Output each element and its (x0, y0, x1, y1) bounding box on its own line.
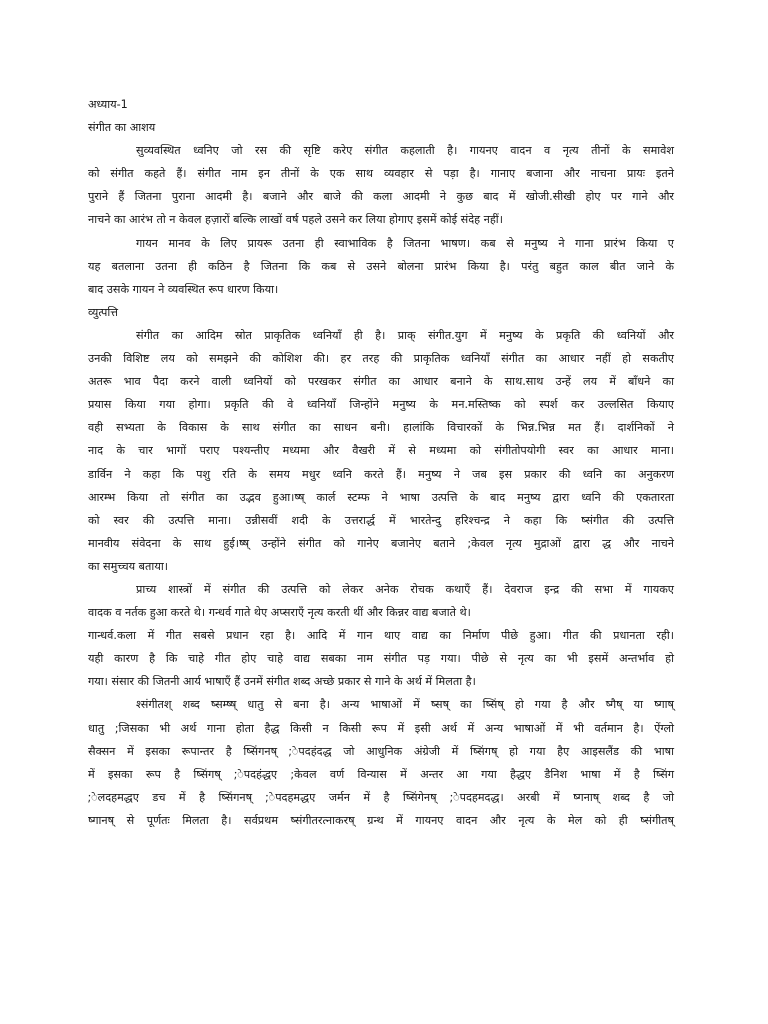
paragraph-block-intro (88, 139, 674, 301)
text-line: गायन मानव के लिए प्रायरू उतना ही स्वाभाविक है जितना भाषण। कब से मनुष्य ने गाना प्रारंभ किया ए (136, 236, 674, 250)
text-line: पुराने हैं जितना पुराना आदमी है। बजाने और बाजे की कला आदमी ने कुछ बाद में खोजी.सीखी होए पर गाने और (88, 190, 674, 204)
text-line: प्रयास किया गया होगा। प्रकृति की वे ध्वनियाँ जिन्होंने मनुष्य के मन.मस्तिष्क को स्पर्श कर उल्लसित कियाए (88, 398, 674, 412)
text-line: श्संगीतश् शब्द ष्सम्ष्ष् धातु से बना है। अन्य भाषाओं में ष्सष् का ष्सिंष् हो गया है और ष्गैष् या ष्गाष् (136, 698, 674, 712)
text-line: नाद के चार भागों पराए पश्यन्तीए मध्यमा और वैखरी में से मध्यमा को संगीतोपयोगी स्वर का आधार माना। (88, 444, 674, 458)
text-line: धातु ;जिसका भी अर्थ गाना होता हैद्ध किसी न किसी रूप में इसी अर्थ में अन्य भाषाओं में भी वर्तमान है। ऐंग्लो (88, 721, 674, 735)
text-line: गान्धर्व.कला में गीत सबसे प्रधान रहा है। आदि में गान थाए वाद्य का निर्माण पीछे हुआ। गीत की प्रधानता रही। (88, 629, 674, 643)
text-line: को स्वर की उत्पत्ति माना। उन्नीसवीं शदी के उत्तरार्द्ध में भारतेन्दु हरिश्चन्द्र ने कहा कि ष्संगीत की उत्पत्ति (88, 513, 674, 527)
text-line: नाचने का आरंभ तो न केवल हज़ारों बल्कि लाखों वर्ष पहले उसने कर लिया होगाए इसमें कोई संदेह नहीं। (88, 213, 503, 227)
text-line: डार्विन ने कहा कि पशु रति के समय मधुर ध्वनि करते हैं। मनुष्य ने जब इस प्रकार की ध्वनि का अनुकरण (88, 467, 674, 481)
text-line: गया। संसार की जितनी आर्य भाषाएँ हैं उनमें संगीत शब्द अच्छे प्रकार से गाने के अर्थ में मिलता है। (88, 675, 476, 689)
text-line: आरम्भ किया तो संगीत का उद्भव हुआ।ष्ष् कार्ल स्टम्फ ने भाषा उत्पत्ति के बाद मनुष्य द्वारा ध्वनि की एकतारता (88, 490, 674, 504)
text-line: वादक व नर्तक हुआ करते थे। गन्धर्व गाते थेए अप्सराएँ नृत्य करती थीं और किन्नर वाद्य बजाते थे। (88, 606, 471, 620)
sub-heading: व्युत्पत्ति (88, 305, 118, 319)
text-line: उनकी विशिष्ट लय को समझने की कोशिश की। हर तरह की प्राकृतिक ध्वनियाँ संगीत का आधार नहीं हो सकतीए (88, 352, 674, 366)
text-line: सुव्यवस्थित ध्वनिए जो रस की सृष्टि करेए संगीत कहलाती है। गायनए वादन व नृत्य तीनों के समावेश (136, 144, 674, 158)
text-line: का समुच्चय बताया। (88, 559, 168, 573)
text-line: यह बतलाना उतना ही कठिन है जितना कि कब से उसने बोलना प्रारंभ किया है। परंतु बहुत काल बीत जाने के (88, 259, 674, 273)
text-line: वही सभ्यता के विकास के साथ संगीत का साधन बनी। हालांकि विचारकों के भिन्न.भिन्न मत हैं। दार्शनिकों ने (88, 421, 674, 435)
chapter-heading: अध्याय-1 (88, 98, 128, 111)
text-line: ष्गानष् से पूर्णतः मिलता है। सर्वप्रथम ष्संगीतरत्नाकरष् ग्रन्थ में गायनए वादन और नृत्य के मेल को ही ष्संगीतष् (88, 813, 674, 827)
text-line: सैक्सन में इसका रूपान्तर है ष्सिंगनष् ;ेपदहंदद्ध जो आधुनिक अंग्रेजी में ष्सिंगष् हो गया हैए आइसलैंड की भाषा (88, 744, 674, 758)
document-page (88, 93, 674, 832)
section-heading: संगीत का आशय (88, 121, 156, 135)
text-line: में इसका रूप है ष्सिंगष् ;ेपदहंद्धए ;केवल वर्ण विन्यास में अन्तर आ गया हैद्धए डैनिश भाषा में है ष्सिंग (88, 767, 674, 781)
text-line: मानवीय संवेदना के साथ हुई।ष्ष् उन्होंने संगीत को गानेए बजानेए बताने ;केवल नृत्य मुद्राओं द्वारा द्ध और नाचने (88, 536, 674, 550)
paragraph-block-etymology (88, 324, 674, 832)
text-line: संगीत का आदिम स्रोत प्राकृतिक ध्वनियाँ ही है। प्राक् संगीत.युग में मनुष्य के प्रकृति की ध्वनियों और (136, 328, 674, 342)
text-line: ;ेलदहमद्धए डच में है ष्सिंगनष् ;ेपदहमद्धए जर्मन में है ष्सिंगेनष् ;ेपदहमदद्ध। अरबी में ष्गनाष् शब्द है जो (88, 790, 674, 804)
text-line: अतरू भाव पैदा करने वाली ध्वनियों को परखकर संगीत का आधार बनाने के साथ.साथ उन्हें लय में बाँधने का (88, 375, 674, 389)
text-line: यही कारण है कि चाहे गीत होए चाहे वाद्य सबका नाम संगीत पड़ गया। पीछे से नृत्य का भी इसमें अन्तर्भाव हो (88, 652, 674, 666)
text-line: को संगीत कहते हैं। संगीत नाम इन तीनों के एक साथ व्यवहार से पड़ा है। गानाए बजाना और नाचना प्रायः इतने (88, 167, 674, 181)
text-line: प्राच्य शास्त्रों में संगीत की उत्पत्ति को लेकर अनेक रोचक कथाएँ हैं। देवराज इन्द्र की सभा में गायकए (136, 582, 674, 596)
text-line: बाद उसके गायन ने व्यवस्थित रूप धारण किया। (88, 282, 279, 296)
